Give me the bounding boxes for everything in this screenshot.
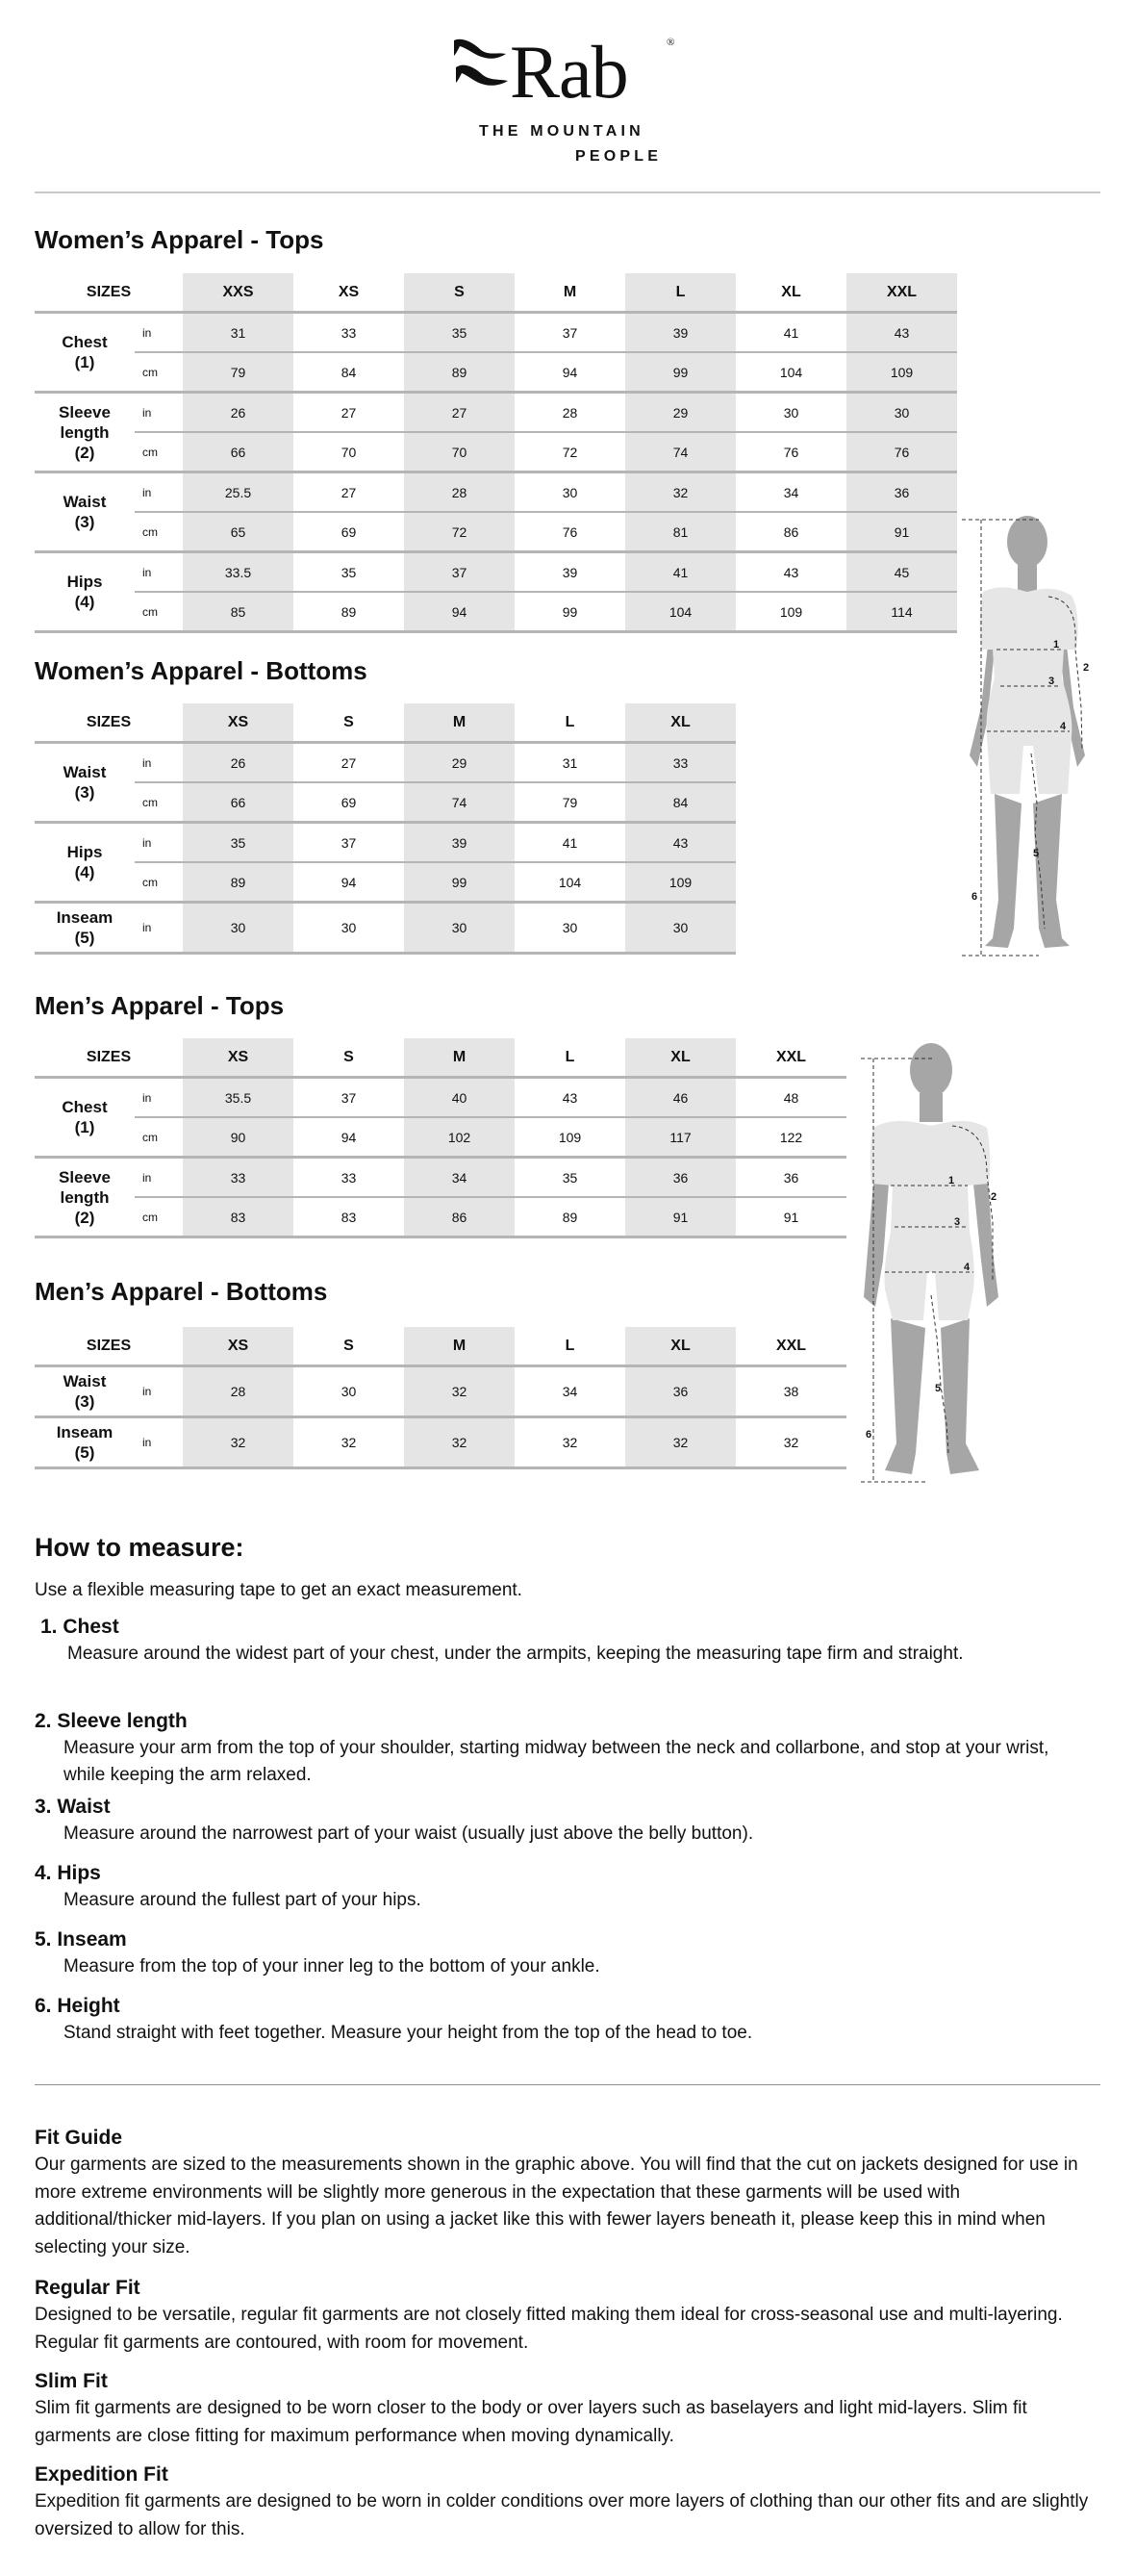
unit-label: in [135,552,183,593]
size-value: 26 [183,393,293,433]
fit-title: Slim Fit [35,2370,108,2392]
size-header: XS [183,703,293,743]
sizes-header: SIZES [35,703,183,743]
measurement-label [35,393,135,472]
table-row [35,592,957,632]
table-row [35,903,736,954]
size-value: 39 [404,823,515,863]
size-value: 32 [404,1417,515,1468]
step-title: 5. Inseam [35,1928,127,1951]
size-value: 85 [183,592,293,632]
measurement-number: (1) [74,1118,95,1136]
mens-body-figure [846,1039,1020,1487]
figure-label-4: 4 [1060,721,1067,732]
figure-silhouette [864,1043,998,1474]
step-desc: Measure your arm from the top of your shoulder, starting midway between the neck and collarbone, and stop at your wrist, while keeping the arm relaxed. [63,1738,1049,1785]
size-value: 30 [846,393,957,433]
size-value: 102 [404,1117,515,1158]
size-value: 33 [293,313,404,353]
figure-label-1: 1 [948,1175,955,1186]
brand-wordmark: Rab [510,30,628,114]
measurement-label [35,1078,135,1158]
unit-label: in [135,472,183,513]
size-value: 94 [293,862,404,903]
size-value: 69 [293,512,404,552]
size-value: 29 [404,743,515,783]
size-value: 30 [736,393,846,433]
size-value: 48 [736,1078,846,1118]
womens-tops-table [35,273,957,633]
unit-label: cm [135,862,183,903]
size-header: XS [183,1038,293,1078]
how-to-measure-intro: Use a flexible measuring tape to get an exact measurement. [35,1580,522,1600]
size-value: 36 [625,1158,736,1198]
size-header: M [404,1038,515,1078]
size-value: 84 [293,352,404,393]
size-header: XS [293,273,404,313]
size-value: 89 [183,862,293,903]
size-value: 43 [515,1078,625,1118]
step-desc: Measure around the narrowest part of your waist (usually just above the belly button). [63,1824,754,1844]
size-value: 66 [183,782,293,823]
table-row [35,1158,846,1198]
measurement-name: Waist [63,1372,107,1390]
size-value: 104 [736,352,846,393]
figure-label-6: 6 [971,891,978,903]
fit-desc: Designed to be versatile, regular fit garments are not closely fitted making them ideal for cross-seasonal use and multi-layering. Regular fit garments are contoured, with room for movement. [35,2305,1063,2353]
unit-label: cm [135,1117,183,1158]
table-row [35,782,736,823]
measurement-number: (3) [74,783,95,802]
how-to-measure-title: How to measure: [35,1533,244,1562]
sizes-header: SIZES [35,1327,183,1366]
size-value: 40 [404,1078,515,1118]
sizes-header: SIZES [35,273,183,313]
size-header: XXL [846,273,957,313]
size-value: 84 [625,782,736,823]
measure-step-height [35,1993,1054,2047]
size-value: 66 [183,432,293,472]
step-title: 2. Sleeve length [35,1710,188,1732]
size-value: 35 [404,313,515,353]
measurement-label [35,552,135,632]
size-value: 72 [404,512,515,552]
size-header: S [293,703,404,743]
fit-desc: Expedition fit garments are designed to be worn in colder conditions over more layers of clothing than our other fits and are slightly oversized to allow for this. [35,2491,1089,2539]
step-title: 1. Chest [40,1616,119,1638]
size-value: 90 [183,1117,293,1158]
table-row [35,352,957,393]
size-value: 34 [515,1366,625,1417]
table-row [35,1197,846,1237]
size-header: XS [183,1327,293,1366]
size-header: L [515,703,625,743]
measurement-name: Waist [63,493,107,511]
measurement-name: Sleeve length [59,402,111,442]
mens-tops-title: Men’s Apparel - Tops [35,991,285,1020]
measurement-number: (3) [74,513,95,531]
size-value: 35.5 [183,1078,293,1118]
size-header: XL [625,1327,736,1366]
unit-label: in [135,1417,183,1468]
size-header: L [515,1327,625,1366]
size-value: 76 [515,512,625,552]
unit-label: in [135,823,183,863]
measurement-label [35,313,135,393]
fit-desc: Our garments are sized to the measurements shown in the graphic above. You will find that the cut on jackets designed for use in more extreme environments will be slightly more generous in the expectation that these garments will be used with additional/thicker mid-layers. If you plan on using a jacket like this with fewer layers beneath it, please keep this in mind when selecting your size. [35,2155,1078,2257]
size-value: 99 [625,352,736,393]
tagline-line2: PEOPLE [575,148,663,165]
measurement-name: Inseam [56,1423,114,1441]
size-value: 94 [515,352,625,393]
measure-step-chest [35,1614,1054,1668]
size-value: 35 [515,1158,625,1198]
brand-logo [452,29,683,173]
size-header: XL [625,1038,736,1078]
rab-wave-icon [452,37,510,114]
measure-step-inseam [35,1926,1054,1980]
size-value: 41 [625,552,736,593]
size-value: 43 [736,552,846,593]
table-row [35,823,736,863]
size-value: 35 [183,823,293,863]
womens-tops-title: Women’s Apparel - Tops [35,225,324,254]
size-value: 46 [625,1078,736,1118]
size-value: 26 [183,743,293,783]
header-divider [35,191,1100,193]
size-value: 99 [404,862,515,903]
size-header: L [515,1038,625,1078]
measurement-number: (4) [74,593,95,611]
size-value: 37 [404,552,515,593]
measurement-label [35,903,135,954]
size-header: XXS [183,273,293,313]
size-value: 79 [515,782,625,823]
measurement-label [35,472,135,552]
figure-label-1: 1 [1053,639,1060,650]
size-value: 33.5 [183,552,293,593]
size-value: 33 [625,743,736,783]
size-value: 41 [736,313,846,353]
size-value: 27 [293,472,404,513]
size-value: 109 [515,1117,625,1158]
size-value: 104 [625,592,736,632]
size-value: 70 [404,432,515,472]
size-value: 109 [846,352,957,393]
header-row [35,1327,846,1366]
size-value: 32 [625,1417,736,1468]
table-row [35,1366,846,1417]
unit-label: cm [135,512,183,552]
size-value: 43 [846,313,957,353]
size-value: 31 [183,313,293,353]
size-value: 83 [293,1197,404,1237]
size-value: 43 [625,823,736,863]
size-value: 32 [515,1417,625,1468]
size-value: 104 [515,862,625,903]
step-desc: Measure from the top of your inner leg to the bottom of your ankle. [63,1956,600,1977]
size-value: 38 [736,1366,846,1417]
measurement-number: (2) [74,443,95,462]
header-row [35,1038,846,1078]
size-value: 45 [846,552,957,593]
table-row [35,743,736,783]
table-row [35,472,957,513]
size-value: 28 [515,393,625,433]
size-header: M [515,273,625,313]
unit-label: cm [135,592,183,632]
fit-regular [35,2275,1093,2357]
size-value: 32 [293,1417,404,1468]
unit-label: cm [135,782,183,823]
figure-label-5: 5 [1033,848,1040,859]
measurement-label [35,823,135,903]
measurement-name: Inseam [56,908,114,927]
size-value: 86 [736,512,846,552]
size-value: 36 [736,1158,846,1198]
size-value: 74 [625,432,736,472]
size-value: 76 [736,432,846,472]
size-value: 37 [293,1078,404,1118]
section-divider [35,2084,1100,2085]
header-row [35,273,957,313]
size-header: M [404,703,515,743]
size-value: 31 [515,743,625,783]
mens-bottoms-title: Men’s Apparel - Bottoms [35,1277,328,1306]
measurement-name: Chest [62,333,108,351]
table-row [35,552,957,593]
fit-desc: Slim fit garments are designed to be worn closer to the body or over layers such as baselayers and light mid-layers. Slim fit garments are close fitting for maximum performance when moving dynamically. [35,2398,1027,2446]
size-value: 109 [736,592,846,632]
measurement-name: Chest [62,1098,108,1116]
size-value: 89 [293,592,404,632]
fit-title: Regular Fit [35,2277,140,2299]
unit-label: in [135,1078,183,1118]
fit-title: Fit Guide [35,2127,122,2149]
step-title: 6. Height [35,1995,120,2017]
figure-label-2: 2 [1083,662,1090,674]
unit-label: in [135,1366,183,1417]
size-value: 27 [293,393,404,433]
size-value: 99 [515,592,625,632]
table-row [35,313,957,353]
size-value: 109 [625,862,736,903]
table-row [35,1117,846,1158]
size-header: S [404,273,515,313]
figure-label-3: 3 [954,1216,961,1228]
table-row [35,1417,846,1468]
table-row [35,432,957,472]
measurement-name: Hips [66,843,103,861]
size-value: 25.5 [183,472,293,513]
size-value: 114 [846,592,957,632]
size-header: XL [736,273,846,313]
tagline-line1: THE MOUNTAIN [479,123,644,140]
measurement-name: Sleeve length [59,1167,111,1207]
size-value: 74 [404,782,515,823]
unit-label: cm [135,432,183,472]
womens-body-figure [952,515,1116,957]
step-desc: Measure around the widest part of your chest, under the armpits, keeping the measuring tape firm and straight. [67,1644,964,1664]
size-value: 32 [183,1417,293,1468]
measurement-name: Waist [63,763,107,781]
table-row [35,1078,846,1118]
measurement-number: (5) [74,1443,95,1462]
size-header: XL [625,703,736,743]
step-desc: Measure around the fullest part of your hips. [63,1890,421,1910]
unit-label: in [135,313,183,353]
mens-bottoms-table [35,1327,846,1469]
unit-label: cm [135,352,183,393]
size-value: 32 [404,1366,515,1417]
size-value: 28 [183,1366,293,1417]
size-value: 27 [404,393,515,433]
size-value: 33 [183,1158,293,1198]
table-row [35,862,736,903]
step-desc: Stand straight with feet together. Measure your height from the top of the head to toe. [63,2023,753,2043]
womens-bottoms-table [35,703,736,955]
unit-label: in [135,393,183,433]
size-value: 117 [625,1117,736,1158]
unit-label: in [135,903,183,954]
unit-label: cm [135,1197,183,1237]
measurement-number: (2) [74,1208,95,1227]
size-value: 79 [183,352,293,393]
table-row [35,393,957,433]
size-value: 30 [293,1366,404,1417]
size-header: XXL [736,1038,846,1078]
figure-label-2: 2 [991,1191,997,1203]
size-value: 27 [293,743,404,783]
size-value: 91 [846,512,957,552]
measurement-label [35,1417,135,1468]
size-value: 36 [625,1366,736,1417]
measure-step-waist [35,1794,1054,1848]
measurement-label [35,743,135,823]
step-title: 4. Hips [35,1862,101,1884]
measurement-label [35,1366,135,1417]
size-value: 32 [736,1417,846,1468]
sizes-header: SIZES [35,1038,183,1078]
size-value: 30 [515,903,625,954]
size-value: 30 [404,903,515,954]
size-value: 94 [293,1117,404,1158]
size-value: 76 [846,432,957,472]
measurement-label [35,1158,135,1237]
figure-label-5: 5 [935,1383,942,1394]
size-value: 91 [625,1197,736,1237]
fit-title: Expedition Fit [35,2463,168,2486]
measure-step-sleeve [35,1708,1054,1789]
size-header: S [293,1327,404,1366]
size-value: 32 [625,472,736,513]
size-value: 37 [293,823,404,863]
size-header: L [625,273,736,313]
figure-label-3: 3 [1048,676,1055,687]
unit-label: in [135,1158,183,1198]
measurement-name: Hips [66,573,103,591]
size-value: 30 [625,903,736,954]
size-value: 34 [736,472,846,513]
fit-guide [35,2125,1093,2261]
header-row [35,703,736,743]
size-header: S [293,1038,404,1078]
measurement-number: (1) [74,353,95,371]
registered-mark: ® [667,37,675,48]
measurement-number: (3) [74,1392,95,1411]
size-value: 39 [515,552,625,593]
size-value: 34 [404,1158,515,1198]
size-value: 29 [625,393,736,433]
measurement-number: (4) [74,863,95,881]
womens-bottoms-title: Women’s Apparel - Bottoms [35,656,367,685]
step-title: 3. Waist [35,1796,111,1818]
size-value: 86 [404,1197,515,1237]
size-value: 72 [515,432,625,472]
size-value: 69 [293,782,404,823]
size-value: 35 [293,552,404,593]
unit-label: in [135,743,183,783]
size-value: 65 [183,512,293,552]
fit-slim [35,2368,1093,2450]
size-value: 122 [736,1117,846,1158]
figure-label-4: 4 [964,1262,971,1273]
size-value: 28 [404,472,515,513]
size-value: 37 [515,313,625,353]
measurement-number: (5) [74,929,95,947]
size-value: 30 [515,472,625,513]
size-value: 83 [183,1197,293,1237]
size-value: 39 [625,313,736,353]
size-header: M [404,1327,515,1366]
size-value: 36 [846,472,957,513]
mens-tops-table [35,1038,846,1238]
table-row [35,512,957,552]
size-value: 89 [404,352,515,393]
size-value: 81 [625,512,736,552]
measure-step-hips [35,1860,1054,1914]
size-value: 30 [183,903,293,954]
size-value: 41 [515,823,625,863]
size-header: XXL [736,1327,846,1366]
size-value: 30 [293,903,404,954]
size-value: 91 [736,1197,846,1237]
size-value: 89 [515,1197,625,1237]
size-value: 94 [404,592,515,632]
size-value: 33 [293,1158,404,1198]
fit-expedition [35,2461,1093,2543]
figure-label-6: 6 [866,1429,872,1441]
size-value: 70 [293,432,404,472]
